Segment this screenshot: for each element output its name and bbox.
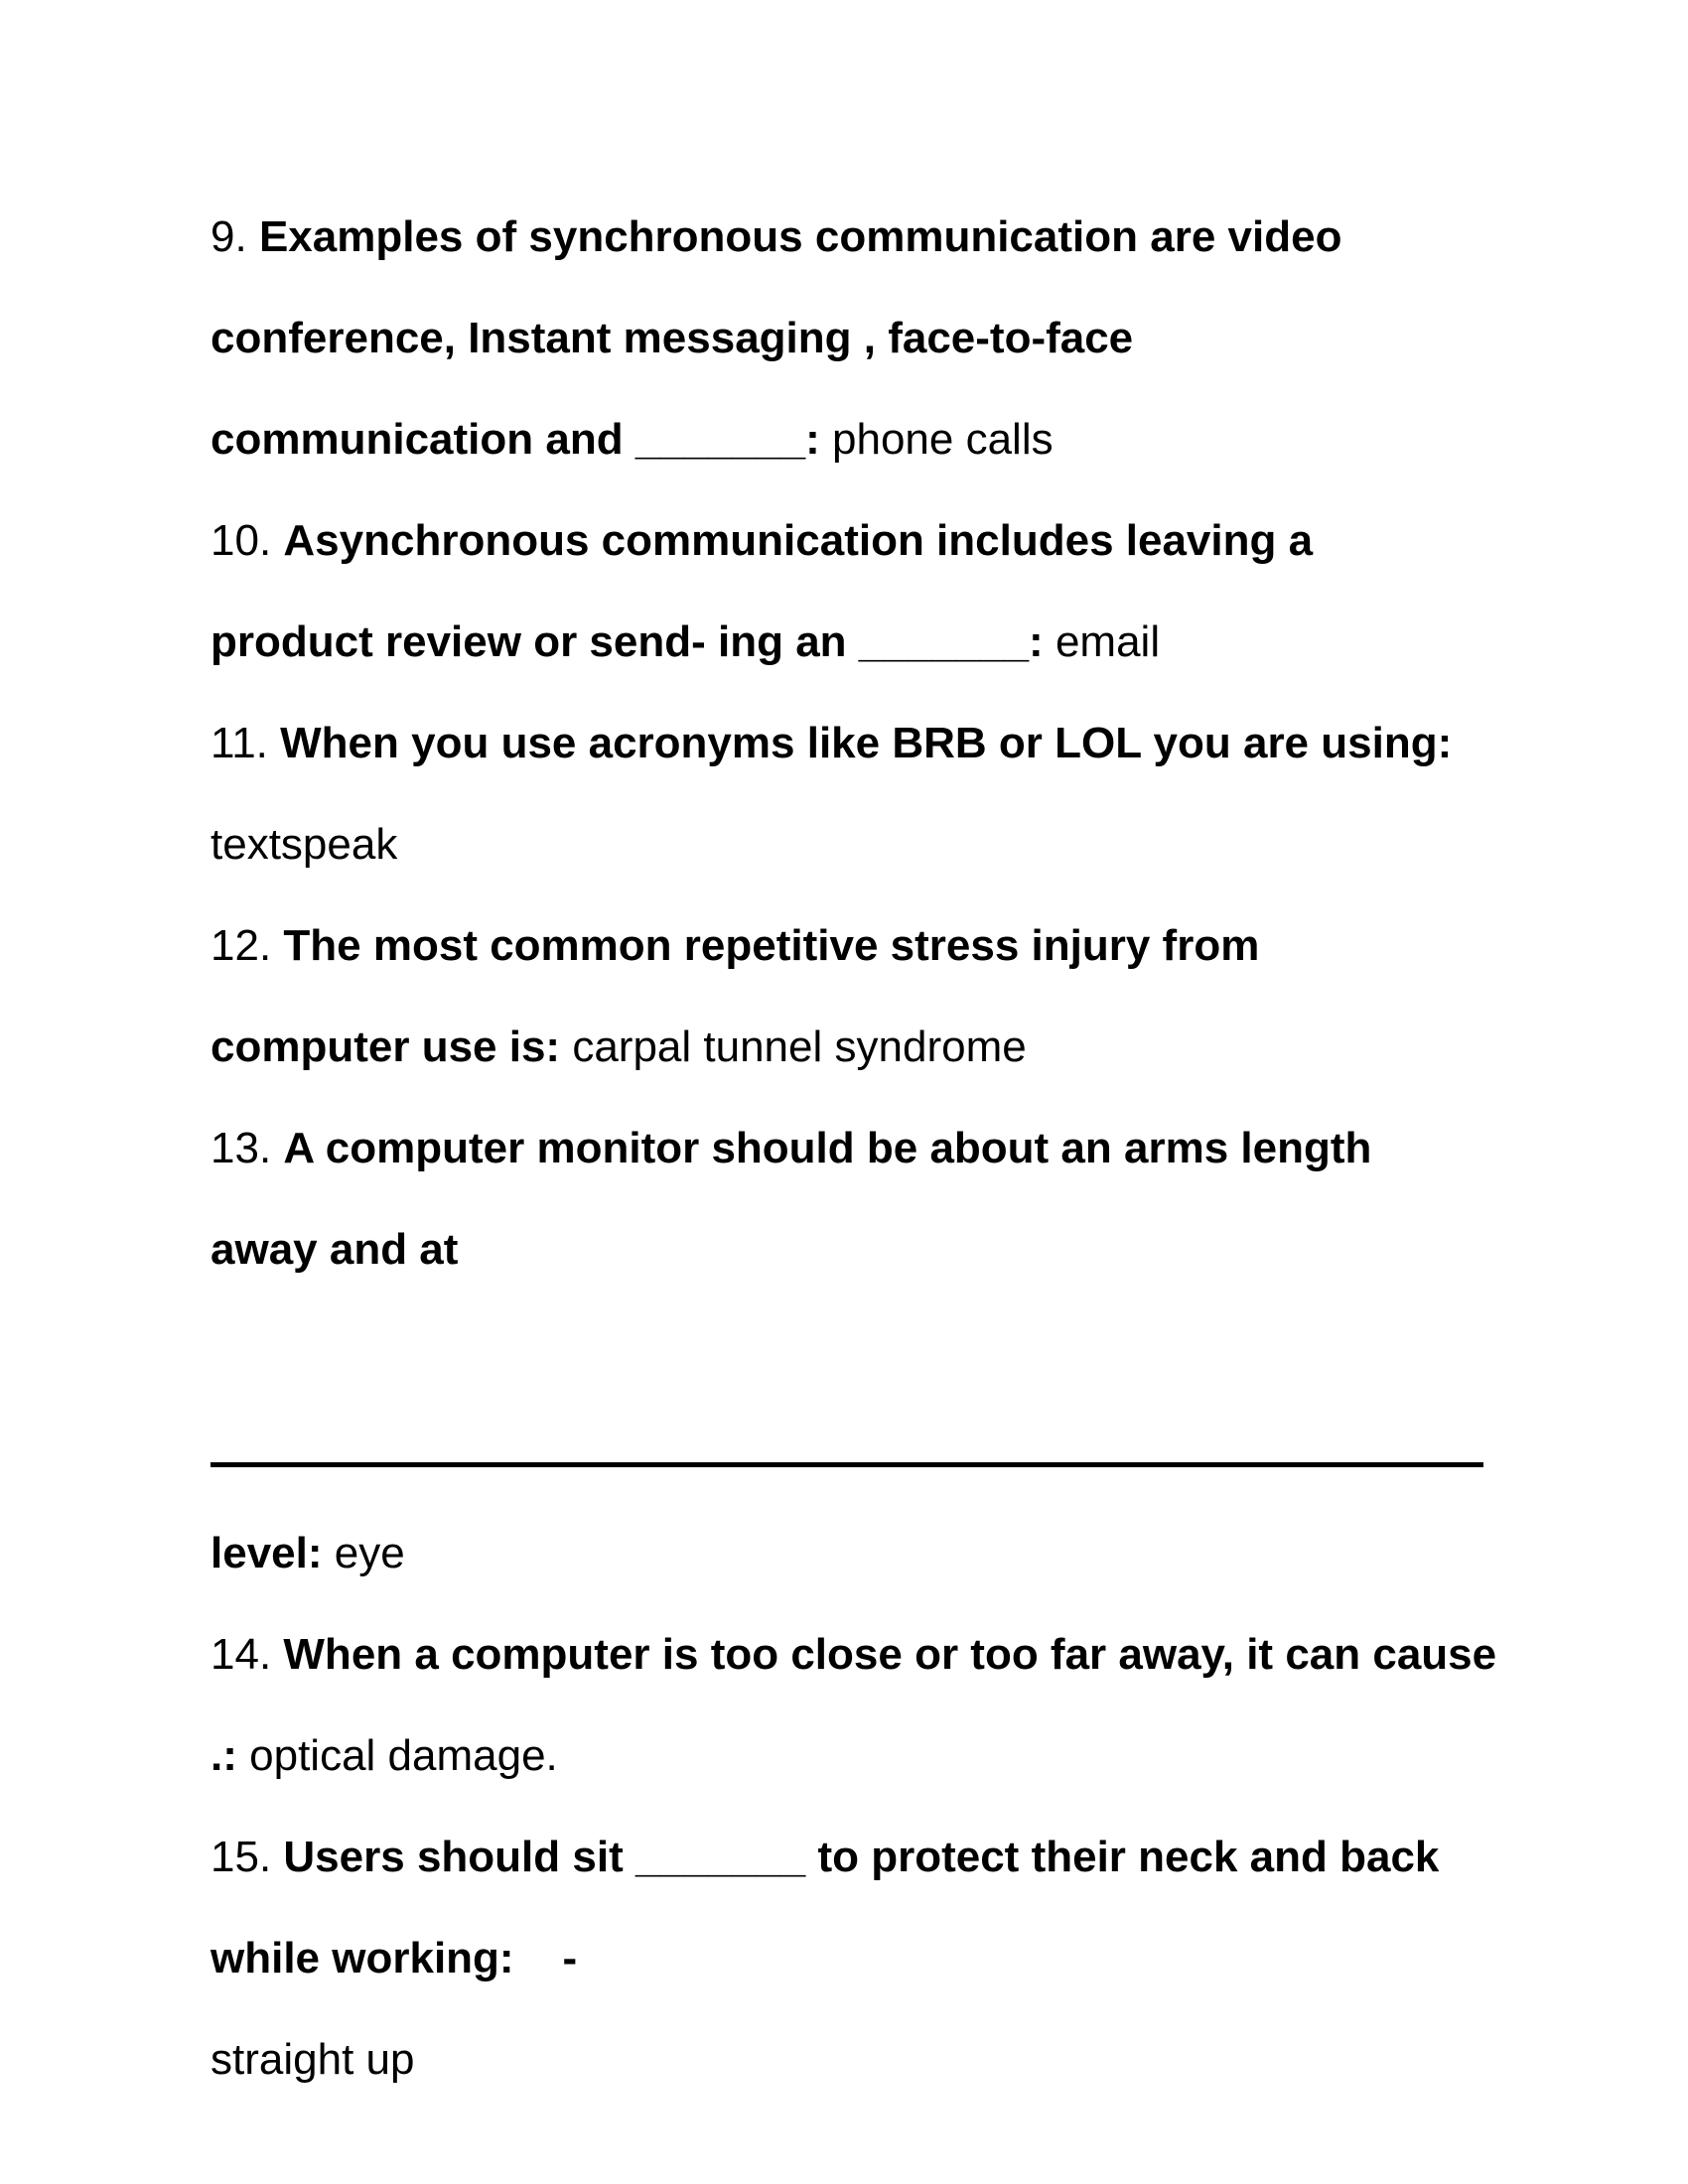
question-number: 10. [211, 516, 272, 565]
question-number: 9. [211, 212, 247, 261]
question-text: The most common repetitive stress injury from [283, 921, 1260, 970]
question-number: 12. [211, 921, 272, 970]
question-13-line-3 [211, 1503, 1491, 1604]
question-text: Examples of synchronous communication are video [258, 212, 1342, 261]
answer-text: eye [334, 1529, 405, 1577]
question-number: 13. [211, 1124, 272, 1172]
question-14-line-1 [211, 1604, 1497, 1706]
answer-text: optical damage. [249, 1731, 558, 1780]
question-11-line-1 [211, 693, 1491, 794]
answer-text: textspeak [211, 820, 398, 869]
question-text: conference, Instant messaging , face-to-face [211, 314, 1134, 362]
question-15-line-3 [211, 2009, 1491, 2111]
question-text: communication and _______: [211, 415, 820, 464]
question-text: Asynchronous communication includes leaving a [283, 516, 1314, 565]
answer-text: carpal tunnel syndrome [572, 1023, 1027, 1071]
question-text: A computer monitor should be about an arms length [283, 1124, 1372, 1172]
question-13-line-2 [211, 1199, 1491, 1300]
question-15-line-2 [211, 1908, 1491, 2009]
question-9-line-2 [211, 288, 1491, 389]
question-10-line-1 [211, 490, 1491, 592]
question-number: 11. [211, 719, 268, 767]
question-text: level: [211, 1529, 323, 1577]
question-text: computer use is: [211, 1023, 561, 1071]
question-11-line-2 [211, 794, 1491, 895]
answer-text: straight up [211, 2035, 415, 2084]
fill-in-blank-line [211, 1462, 1483, 1467]
question-number: 15. [211, 1833, 272, 1881]
question-text: product review or send- ing an _______: [211, 617, 1044, 666]
question-10-line-2 [211, 592, 1491, 693]
fill-in-blank-row [211, 1300, 1491, 1503]
question-number: 14. [211, 1630, 272, 1679]
question-12-line-1 [211, 895, 1491, 997]
question-text: When a computer is too close or too far away, it can cause [283, 1630, 1497, 1679]
question-13-line-1 [211, 1098, 1491, 1199]
question-14-line-2 [211, 1706, 1491, 1807]
question-text: away and at [211, 1225, 459, 1274]
question-9-line-3 [211, 389, 1491, 490]
question-text: Users should sit _______ to protect their neck and back [283, 1833, 1440, 1881]
question-text: When you use acronyms like BRB or LOL you are using: [280, 719, 1453, 767]
question-12-line-2 [211, 997, 1491, 1098]
question-9-line-1 [211, 187, 1491, 288]
question-text: while working: - [211, 1934, 578, 1982]
answer-text: phone calls [832, 415, 1054, 464]
question-text: .: [211, 1731, 237, 1780]
worksheet-content [211, 187, 1497, 2111]
answer-text: email [1055, 617, 1161, 666]
question-15-line-1 [211, 1807, 1491, 1908]
